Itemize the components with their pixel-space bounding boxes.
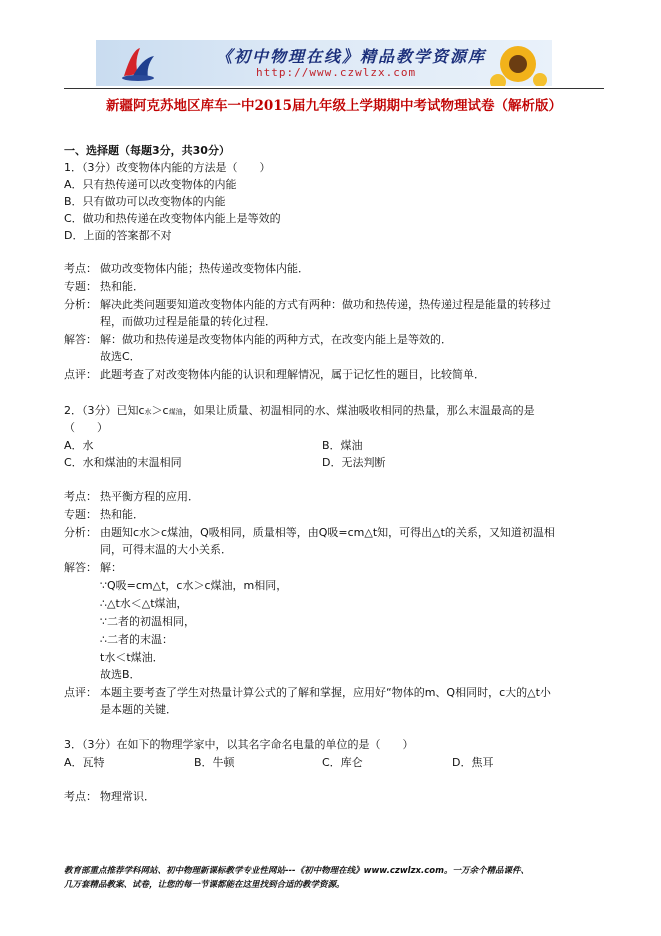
q2-dianping-line1: 本题主要考查了学生对热量计算公式的了解和掌握，应用好“物体的m、Q相同时，c大的△t小 [100, 686, 551, 699]
q2-dianping-label: 点评： [64, 686, 97, 699]
q2-jieda-label: 解答： [64, 561, 97, 574]
q1-option-a: A．只有热传递可以改变物体的内能 [64, 178, 237, 191]
q1-fenxi-label: 分析： [64, 298, 97, 311]
q3-kaodian: 物理常识． [100, 790, 155, 803]
q3-option-d: D．焦耳 [452, 756, 494, 769]
q2-option-a: A．水 [64, 439, 94, 452]
q2-step: ∴△t水＜△t煤油， [100, 597, 188, 610]
q2-dianping-line2: 是本题的关键． [100, 703, 177, 716]
site-logo-icon [118, 44, 158, 82]
q1-jieda-label: 解答： [64, 333, 97, 346]
q1-option-d: D．上面的答案都不对 [64, 229, 172, 242]
q2-stem [64, 404, 535, 419]
q2-option-d: D．无法判断 [322, 456, 386, 469]
q2-step: 故选B． [100, 668, 141, 681]
header-banner [96, 40, 552, 86]
q1-jieda-line2: 故选C． [100, 350, 141, 363]
q2-fenxi-line1: 由题知c水＞c煤油，Q吸相同，质量相等，由Q吸=cm△t知，可得出△t的关系，又知道初温相 [100, 526, 555, 539]
q2-step: 解： [100, 561, 122, 574]
q2-kaodian: 热平衡方程的应用． [100, 490, 199, 503]
q2-stem-bracket: （ ） [64, 421, 108, 434]
footer-line2: 几万套精品教案、试卷，让您的每一节课都能在这里找到合适的教学资源。 [64, 880, 345, 890]
q2-step: ∵二者的初温相同， [100, 615, 195, 628]
q1-option-b: B．只有做功可以改变物体的内能 [64, 195, 226, 208]
banner-url: http://www.czwlzx.com [256, 66, 417, 79]
section-heading: 一、选择题（每题3分，共30分） [64, 144, 230, 157]
q3-option-a: A．瓦特 [64, 756, 105, 769]
q1-dianping: 此题考查了对改变物体内能的认识和理解情况，属于记忆性的题目，比较简单． [100, 368, 485, 381]
q1-kaodian-label: 考点： [64, 262, 97, 275]
q1-jieda-line1: 解：做功和热传递是改变物体内能的两种方式，在改变内能上是等效的． [100, 333, 452, 346]
sunflower-icon [488, 42, 548, 86]
q2-kaodian-label: 考点： [64, 490, 97, 503]
q1-stem: 1．（3分）改变物体内能的方法是（ ） [64, 161, 271, 174]
q1-fenxi-line1: 解决此类问题要知道改变物体内能的方式有两种：做功和热传递，热传递过程是能量的转移过 [100, 298, 551, 311]
q2-fenxi-label: 分析： [64, 526, 97, 539]
q2-zhuanti-label: 专题： [64, 508, 97, 521]
q1-fenxi-line2: 程，而做功过程是能量的转化过程． [100, 315, 276, 328]
header-divider [64, 88, 604, 89]
q2-stem-part: ，如果让质量、初温相同的水、煤油吸收相同的热量，那么末温最高的是 [182, 404, 535, 417]
document-title: 新疆阿克苏地区库车一中2015届九年级上学期期中考试物理试卷（解析版） [105, 98, 563, 114]
q1-option-c: C．做功和热传递在改变物体内能上是等效的 [64, 212, 281, 225]
q2-stem-sub-water: 水 [144, 408, 152, 416]
q3-option-c: C．库仑 [322, 756, 363, 769]
q2-step: ∴二者的末温： [100, 633, 173, 646]
q2-fenxi-line2: 同，可得末温的大小关系． [100, 543, 232, 556]
q2-step: t水＜t煤油． [100, 651, 164, 664]
banner-title: 《初中物理在线》精品教学资源库 [216, 47, 487, 66]
q1-zhuanti: 热和能． [100, 280, 144, 293]
q2-option-c: C．水和煤油的末温相同 [64, 456, 182, 469]
q1-dianping-label: 点评： [64, 368, 97, 381]
q3-kaodian-label: 考点： [64, 790, 97, 803]
q3-option-b: B．牛顿 [194, 756, 235, 769]
q2-stem-sub-oil: 煤油 [168, 408, 183, 416]
q2-option-b: B．煤油 [322, 439, 363, 452]
q1-kaodian: 做功改变物体内能；热传递改变物体内能． [100, 262, 309, 275]
q3-stem: 3．（3分）在如下的物理学家中，以其名字命名电量的单位的是（ ） [64, 738, 414, 751]
q2-stem-part: 2．（3分）已知c [64, 404, 145, 417]
q2-step: ∵Q吸=cm△t，c水＞c煤油，m相同， [100, 579, 288, 592]
q2-stem-part: ＞c [151, 404, 169, 417]
q1-zhuanti-label: 专题： [64, 280, 97, 293]
q2-zhuanti: 热和能． [100, 508, 144, 521]
footer-line1: 教育部重点推荐学科网站、初中物理新课标教学专业性网站---《初中物理在线》www.czwlzx.com。一万余个精品课件、 [64, 866, 529, 876]
